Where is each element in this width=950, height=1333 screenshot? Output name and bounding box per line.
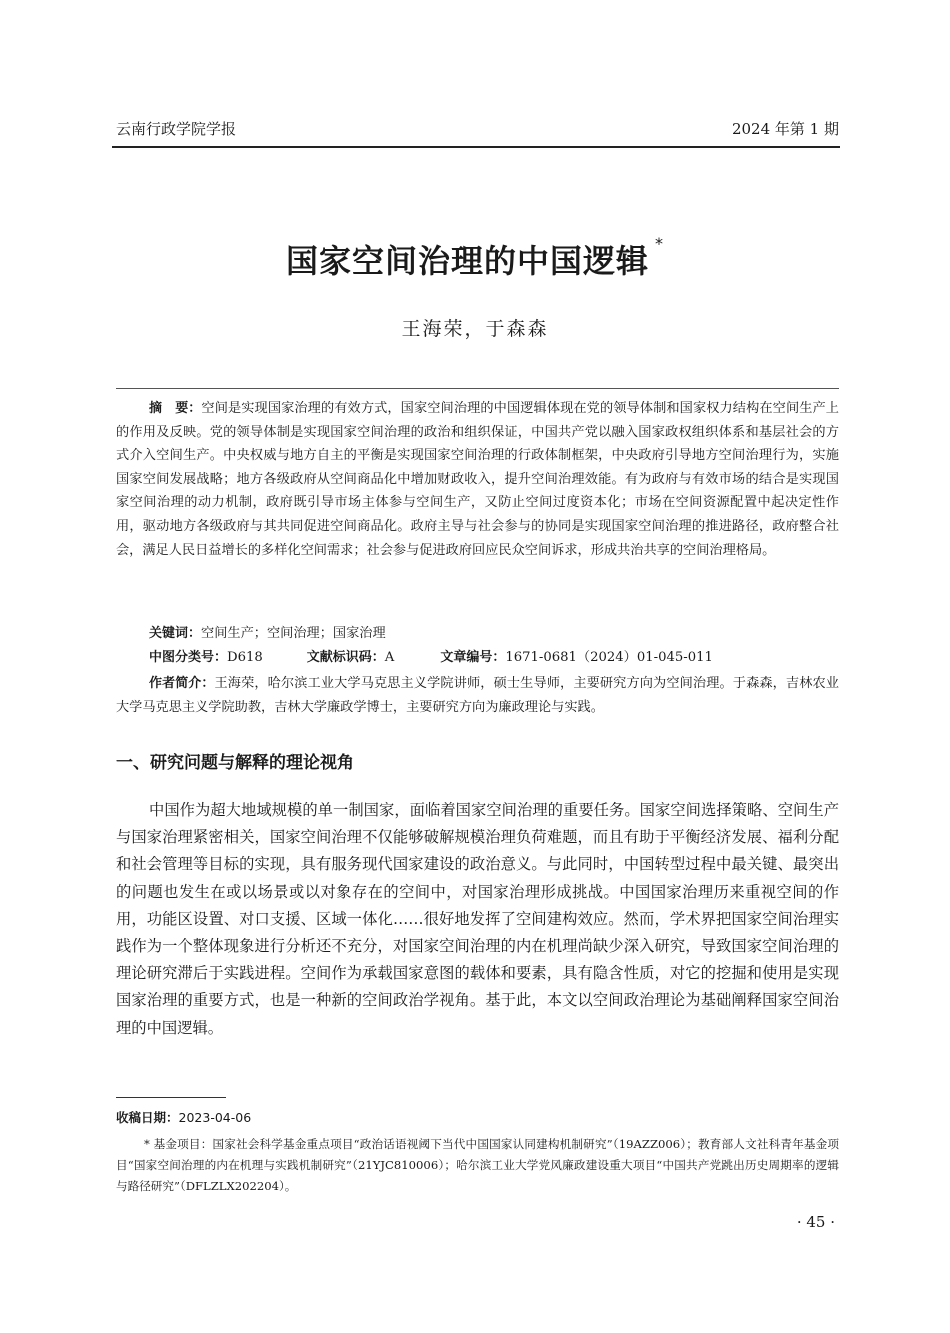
footnote-divider	[116, 1097, 226, 1098]
doc-code-value: A	[384, 650, 395, 665]
keywords-text: 空间生产；空间治理；国家治理	[201, 626, 386, 641]
keywords	[116, 622, 839, 646]
received-value: 2023-04-06	[178, 1110, 252, 1125]
bio-text: 王海荣，哈尔滨工业大学马克思主义学院讲师，硕士生导师，主要研究方向为空间治理。于森森，吉林农业大学马克思主义学院助教，吉林大学廉政学博士，主要研究方向为廉政理论与实践。	[116, 676, 839, 715]
journal-name: 云南行政学院学报	[116, 120, 237, 138]
clc-label: 中图分类号：	[149, 650, 228, 665]
funding-note: * 基金项目：国家社会科学基金重点项目“政治话语视阈下当代中国国家认同建构机制研究”（19AZZ006）；教育部人文社科青年基金项目“国家空间治理的内在机理与实践机制研究”（21YJC810006）；哈尔滨工业大学党风廉政建设重大项目“中国共产党跳出历史周期率的逻辑与路径研究”（DFLZLX202204）。	[116, 1137, 839, 1193]
doc-code-label: 文献标识码：	[306, 650, 385, 665]
section-heading: 一、研究问题与解释的理论视角	[116, 753, 354, 773]
body-paragraph: 中国作为超大地域规模的单一制国家，面临着国家空间治理的重要任务。国家空间选择策略、空间生产与国家治理紧密相关，国家空间治理不仅能够破解规模治理负荷难题，而且有助于平衡经济发展、福利分配和社会管理等目标的实现，具有服务现代国家建设的政治意义。与此同时，中国转型过程中最关键、最突出的问题也发生在或以场景或以对象存在的空间中，对国家治理形成挑战。中国国家治理历来重视空间的作用，功能区设置、对口支援、区域一体化……很好地发挥了空间建构效应。然而，学术界把国家空间治理实践作为一个整体现象进行分析还不充分，对国家空间治理的内在机理尚缺少深入研究，导致国家空间治理的理论研究滞后于实践进程。空间作为承载国家意图的载体和要素，具有隐含性质，对它的挖掘和使用是实现国家治理的重要方式，也是一种新的空间政治学视角。基于此，本文以空间政治理论为基础阐释国家空间治理的中国逻辑。	[116, 801, 839, 1037]
page-number: · 45 ·	[796, 1213, 835, 1231]
received-date	[116, 1108, 251, 1126]
keywords-label: 关键词：	[149, 626, 202, 641]
abstract-label: 摘 要：	[149, 401, 202, 416]
abstract-divider	[116, 388, 839, 389]
issue-label: 2024 年第 1 期	[731, 120, 839, 138]
header-divider	[112, 146, 840, 148]
author-bio	[116, 672, 839, 719]
article-authors: 王海荣，于森森	[401, 318, 549, 340]
classification-line	[116, 646, 839, 670]
title-footnote-mark: *	[655, 234, 664, 253]
article-number-value: 1671-0681（2024）01-045-011	[505, 650, 713, 665]
clc-value: D618	[227, 650, 263, 665]
abstract-text: 空间是实现国家治理的有效方式，国家空间治理的中国逻辑体现在党的领导体制和国家权力结构在空间生产上的作用及反映。党的领导体制是实现国家空间治理的政治和组织保证，中国共产党以融入国家政权组织体系和基层社会的方式介入空间生产。中央权威与地方自主的平衡是实现国家空间治理的行政体制框架，中央政府引导地方空间治理行为，实施国家空间发展战略；地方各级政府从空间商品化中增加财政收入，提升空间治理效能。有为政府与有效市场的结合是实现国家空间治理的动力机制，政府既引导市场主体参与空间生产，又防止空间过度资本化；市场在空间资源配置中起决定性作用，驱动地方各级政府与其共同促进空间商品化。政府主导与社会参与的协同是实现国家空间治理的推进路径，政府整合社会，满足人民日益增长的多样化空间需求；社会参与促进政府回应民众空间诉求，形成共治共享的空间治理格局。	[116, 401, 839, 558]
article-number-label: 文章编号：	[440, 650, 506, 665]
abstract	[116, 397, 839, 562]
article-title	[0, 236, 950, 282]
received-label: 收稿日期：	[116, 1110, 179, 1125]
article-title-text: 国家空间治理的中国逻辑	[285, 242, 649, 280]
bio-label: 作者简介：	[149, 676, 215, 691]
